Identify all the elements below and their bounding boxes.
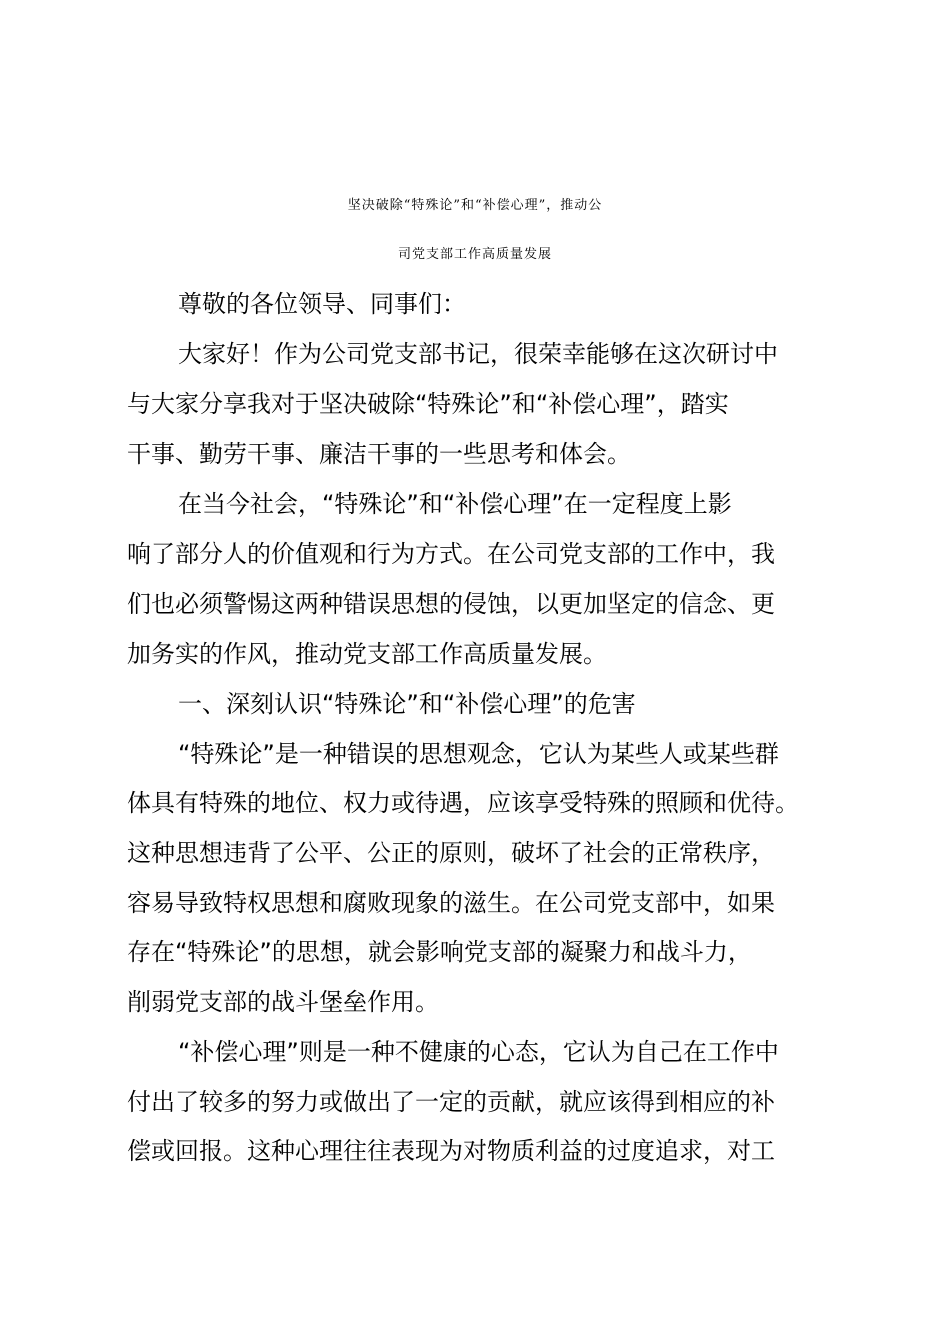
body-line: 偿或回报。这种心理往往表现为对物质利益的过度追求，对工 xyxy=(127,1137,775,1165)
body-line: “补偿心理”则是一种不健康的心态，它认为自己在工作中 xyxy=(178,1038,779,1066)
body-line: “特殊论”是一种错误的思想观念，它认为某些人或某些群 xyxy=(178,740,779,768)
document-title-line-1: 坚决破除“特殊论”和“补偿心理”，推动公 xyxy=(347,198,603,213)
section-heading: 一、深刻认识“特殊论”和“补偿心理”的危害 xyxy=(178,690,636,718)
body-line: 加务实的作风，推动党支部工作高质量发展。 xyxy=(127,640,607,668)
body-line: 体具有特殊的地位、权力或待遇，应该享受特殊的照顾和优待。 xyxy=(127,789,799,817)
body-line: 存在“特殊论”的思想，就会影响党支部的凝聚力和战斗力， xyxy=(127,938,752,966)
body-line: 与大家分享我对于坚决破除“特殊论”和“补偿心理”，踏实 xyxy=(127,390,729,418)
salutation: 尊敬的各位领导、同事们： xyxy=(178,290,466,318)
body-line: 这种思想违背了公平、公正的原则，破坏了社会的正常秩序， xyxy=(127,839,775,867)
body-line: 付出了较多的努力或做出了一定的贡献，就应该得到相应的补 xyxy=(127,1088,775,1116)
body-line: 们也必须警惕这两种错误思想的侵蚀，以更加坚定的信念、更 xyxy=(127,590,775,618)
body-line: 在当今社会，“特殊论”和“补偿心理”在一定程度上影 xyxy=(178,490,732,518)
body-line: 大家好！作为公司党支部书记，很荣幸能够在这次研讨中 xyxy=(178,340,778,368)
body-line: 响了部分人的价值观和行为方式。在公司党支部的工作中，我 xyxy=(127,540,775,568)
body-line: 容易导致特权思想和腐败现象的滋生。在公司党支部中，如果 xyxy=(127,889,775,917)
body-line: 干事、勤劳干事、廉洁干事的一些思考和体会。 xyxy=(127,440,631,468)
body-line: 削弱党支部的战斗堡垒作用。 xyxy=(127,988,439,1016)
document-title-line-2: 司党支部工作高质量发展 xyxy=(397,247,552,262)
